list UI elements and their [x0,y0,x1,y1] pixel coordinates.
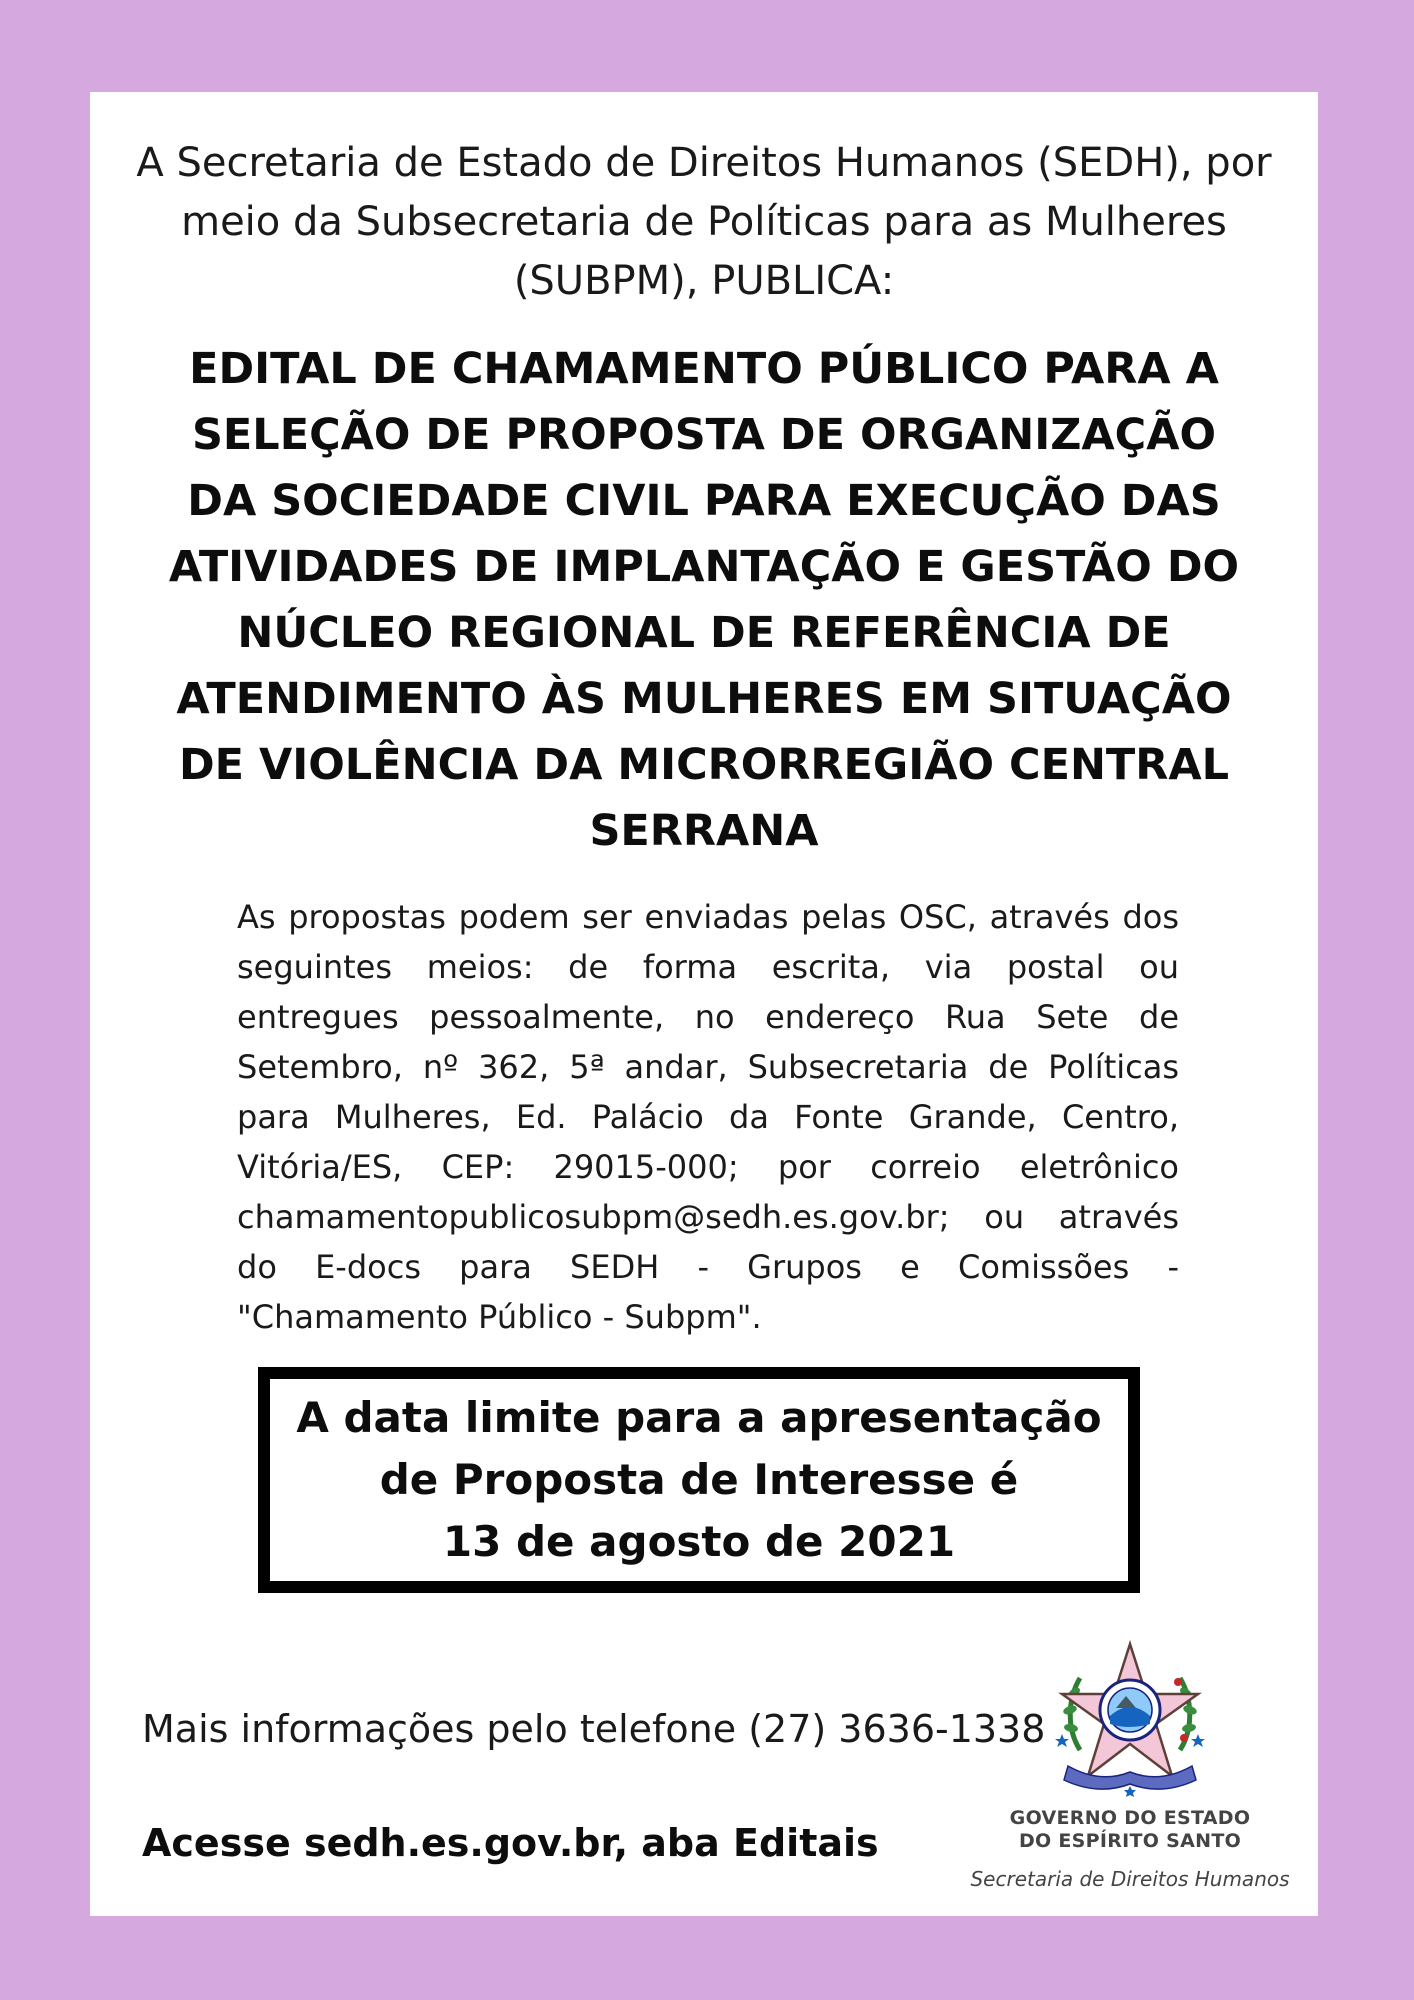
government-name-line-2: DO ESPÍRITO SANTO [1018,1830,1242,1852]
edital-headline: EDITAL DE CHAMAMENTO PÚBLICO PARA A SELEÇÃO DE PROPOSTA DE ORGANIZAÇÃO DA SOCIEDADE CIVIL PARA EXECUÇÃO DAS ATIVIDADES DE IMPLANTAÇÃO E GESTÃO DO NÚCLEO REGIONAL DE REFERÊNCIA DE ATENDIMENTO ÀS MULHERES EM SITUAÇÃO DE VIOLÊNCIA DA MICRORREGIÃO CENTRAL SERRANA [168,344,1240,856]
deadline-box [258,1367,1140,1593]
deadline-text [296,1387,1101,1573]
deadline-line-2: de Proposta de Interesse é [379,1455,1019,1504]
deadline-date: 13 de agosto de 2021 [442,1517,956,1566]
phone-info: Mais informações pelo telefone (27) 3636-1338 [142,1707,1046,1751]
state-crest-icon [1050,1638,1210,1798]
website-info: Acesse sedh.es.gov.br, aba Editais [142,1821,879,1865]
deadline-line-1: A data limite para a apresentação [296,1393,1102,1442]
intro-text: A Secretaria de Estado de Direitos Humanos (SEDH), por meio da Subsecretaria de Políticas para as Mulheres (SUBPM), PUBLICA: [136,140,1272,304]
secretariat-name: Secretaria de Direitos Humanos [970,1867,1290,1891]
government-logo [970,1638,1310,1900]
submission-instructions: As propostas podem ser enviadas pelas OSC, através dos seguintes meios: de forma escrita, via postal ou entregues pessoalmente, no endereço Rua Sete de Setembro, nº 362, 5ª andar, Subsecretaria de Políticas para Mulheres, Ed. Palácio da Fonte Grande, Centro, Vitória/ES, CEP: 29015-000; por correio eletrônico chamamentopublicosubpm@sedh.es.gov.br; ou através do E-docs para SEDH - Grupos e Comissões - "Chamamento Público - Subpm". [237,898,1179,1336]
notice-sheet [90,92,1318,1916]
government-name-line-1: GOVERNO DO ESTADO [1009,1807,1251,1829]
